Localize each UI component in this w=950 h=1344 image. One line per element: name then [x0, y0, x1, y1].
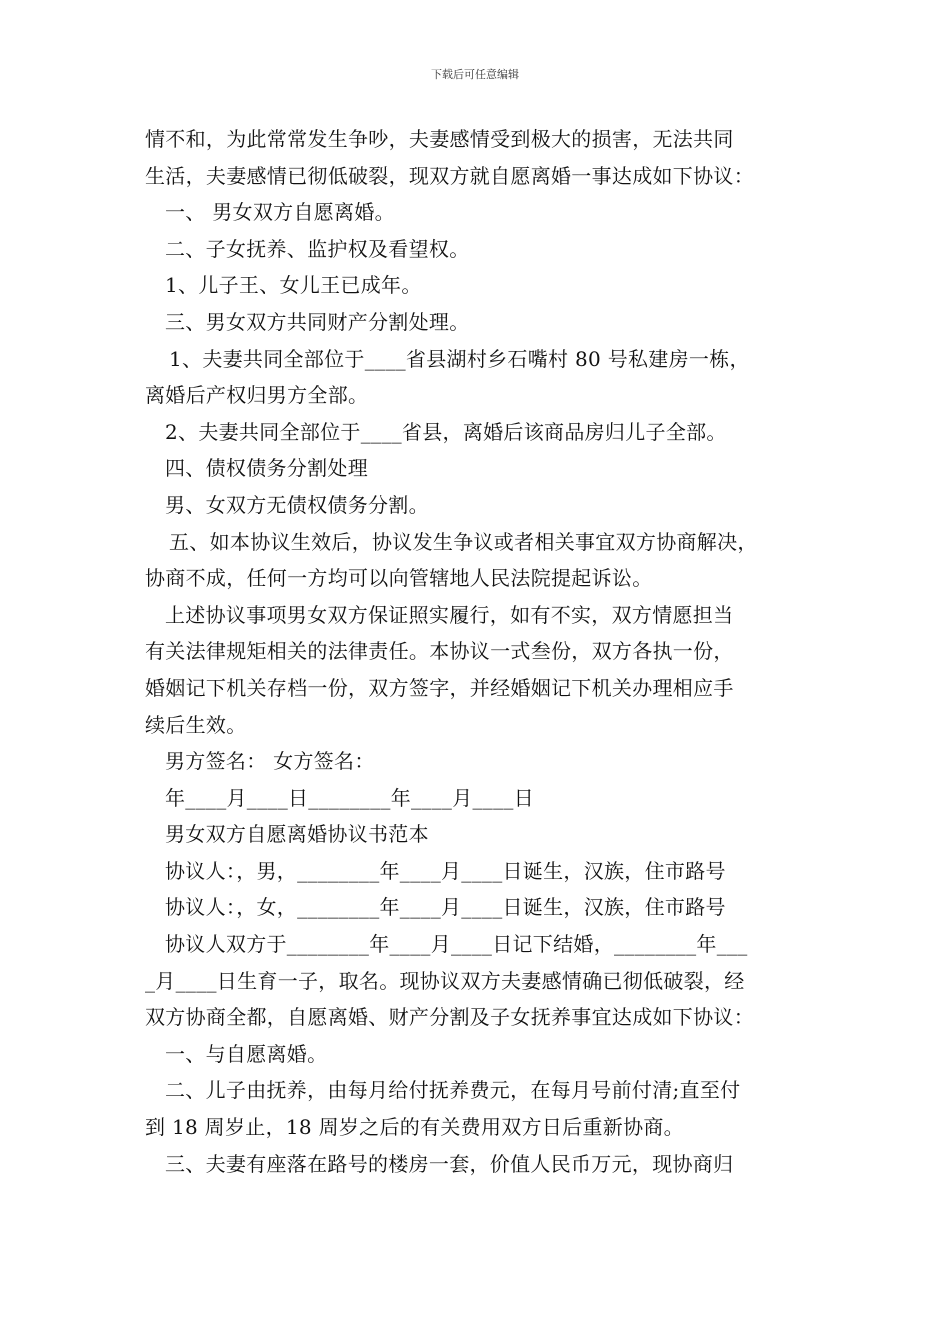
text-line: 到 18 周岁止，18 周岁之后的有关费用双方日后重新协商。 [145, 1115, 684, 1140]
text-line: 协议人双方于________年____月____日记下结婚，________年___ [165, 932, 748, 957]
text-line: 有关法律规矩相关的法律责任。本协议一式叁份，双方各执一份， [145, 639, 734, 664]
text-line: 情不和，为此常常发生争吵，夫妻感情受到极大的损害，无法共同 [145, 127, 734, 151]
text-line: 1、儿子王、女儿王已成年。 [165, 273, 422, 298]
text-line: 男女双方自愿离婚协议书范本 [165, 822, 429, 847]
text-line: 婚姻记下机关存档一份，双方签字，并经婚姻记下机关办理相应手 [145, 675, 734, 700]
text-line: 一、 男女双方自愿离婚。 [165, 200, 395, 225]
text-line: 2、夫妻共同全部位于____省县，离婚后该商品房归儿子全部。 [165, 419, 727, 444]
text-line: 男方签名： 女方签名： [165, 749, 375, 774]
text-line: 三、男女双方共同财产分割处理。 [165, 309, 470, 334]
text-line: 1、夫妻共同全部位于____省县湖村乡石嘴村 80 号私建房一栋， [169, 346, 750, 371]
text-line: 年____月____日________年____月____日 [165, 785, 534, 810]
text-line: 协议人：，男，________年____月____日诞生，汉族，住市路号 [165, 858, 726, 883]
text-line: _月____日生育一子，取名。现协议双方夫妻感情确已彻低破裂，经 [145, 968, 745, 993]
text-line: 续后生效。 [145, 712, 247, 737]
text-line: 生活，夫妻感情已彻低破裂，现双方就自愿离婚一事达成如下协议： [145, 163, 754, 188]
text-line: 双方协商全都，自愿离婚、财产分割及子女抚养事宜达成如下协议： [145, 1005, 754, 1030]
text-line: 五、如本协议生效后，协议发生争议或者相关事宜双方协商解决， [169, 529, 758, 554]
text-line: 协商不成，任何一方均可以向管辖地人民法院提起诉讼。 [145, 566, 653, 591]
text-line: 协议人：，女，________年____月____日诞生，汉族，住市路号 [165, 895, 726, 920]
text-line: 二、儿子由抚养，由每月给付抚养费元，在每月号前付清;直至付 [165, 1078, 741, 1103]
page-header: 下载后可任意编辑 [431, 68, 519, 81]
text-line: 三、夫妻有座落在路号的楼房一套，价值人民币万元，现协商归 [165, 1151, 734, 1176]
text-line: 二、子女抚养、监护权及看望权。 [165, 236, 470, 261]
document-body [145, 121, 815, 1182]
text-line: 离婚后产权归男方全部。 [145, 383, 369, 408]
text-line: 四、债权债务分割处理 [165, 456, 368, 481]
text-line: 一、与自愿离婚。 [165, 1041, 328, 1066]
text-line: 上述协议事项男女双方保证照实履行，如有不实，双方情愿担当 [165, 602, 734, 627]
text-line: 男、女双方无债权债务分割。 [165, 492, 429, 517]
